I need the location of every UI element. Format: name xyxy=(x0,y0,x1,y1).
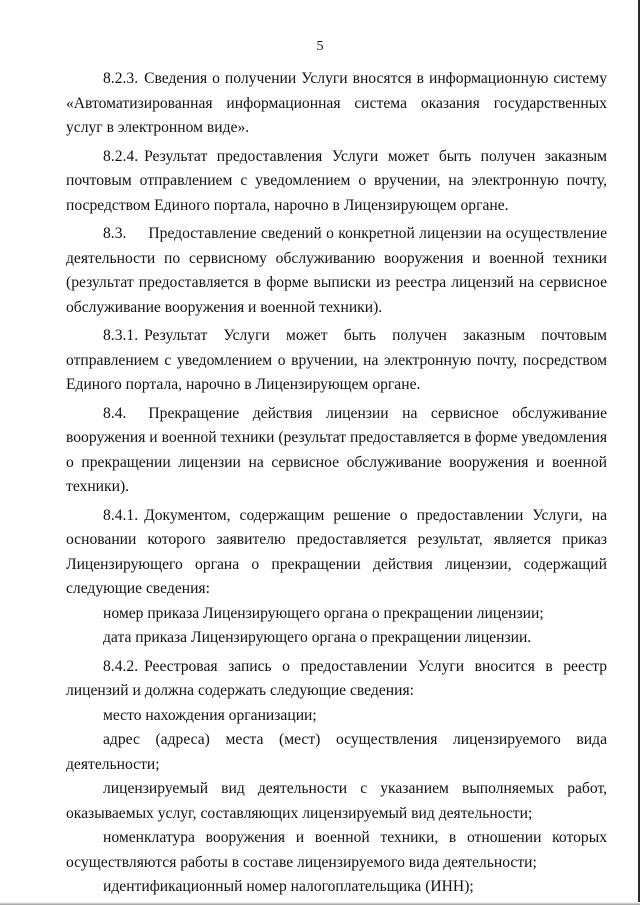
list-item xyxy=(66,626,607,651)
clause-number: 8.4.1. xyxy=(103,506,139,524)
paragraph-text: Сведения о получении Услуги вносятся в информационную систему «Автоматизированная информационная система оказания государственных услуг в электронном виде». xyxy=(66,70,607,136)
list-item-text: номенклатура вооружения и военной техники, в отношении которых осуществляются работы в составе лицензируемого вида деятельности; xyxy=(66,829,607,871)
paragraph-text: Документом, содержащим решение о предоставлении Услуги, на основании которого заявителю предоставляется результат, является приказ Лицензирующего органа о прекращении действия лицензии, содержащий следующие сведения: xyxy=(66,506,607,597)
list-item-text: номер приказа Лицензирующего органа о прекращении лицензии; xyxy=(103,604,544,622)
paragraph-8-3-1 xyxy=(66,324,607,398)
clause-number: 8.2.3. xyxy=(103,70,139,87)
list-item-text: лицензируемый вид деятельности с указанием выполняемых работ, оказываемых услуг, составляющих лицензируемый вид деятельности; xyxy=(66,780,607,822)
paragraph-8-3 xyxy=(66,222,607,320)
paragraph-text: Результат Услуги может быть получен заказным почтовым отправлением с уведомлением о вручении, на электронную почту, посредством Единого портала, нарочно в Лицензирующем органе. xyxy=(66,327,607,393)
list-item-text: идентификационный номер налогоплательщика (ИНН); xyxy=(103,878,474,895)
list-item xyxy=(66,777,607,826)
paragraph-text: Результат предоставления Услуги может быть получен заказным почтовым отправлением с уведомлением о вручении, на электронную почту, посредством Единого портала, нарочно в Лицензирующем органе. xyxy=(66,147,607,214)
paragraph-text: Реестровая запись о предоставлении Услуги вносится в реестр лицензий и должна содержать следующие сведения: xyxy=(66,657,607,699)
clause-number: 8.4. xyxy=(103,404,127,422)
paragraph-8-2-3 xyxy=(66,67,607,141)
list-item xyxy=(66,826,607,875)
list-item xyxy=(66,875,607,900)
paragraph-text: Предоставление сведений о конкретной лицензии на осуществление деятельности по сервисному обслуживанию вооружения и военной техники (результат предоставляется в форме выписки из реестра лицензий на сервисное обслуживание вооружения и военной техники). xyxy=(66,225,607,316)
clause-number: 8.3. xyxy=(103,225,127,242)
paragraph-8-2-4 xyxy=(66,145,607,219)
clause-number: 8.4.2. xyxy=(103,657,139,675)
paragraph-8-4-2 xyxy=(66,655,607,704)
list-item-text: место нахождения организации; xyxy=(103,706,317,724)
paragraph-8-4-1 xyxy=(66,504,607,602)
list-item xyxy=(66,602,607,627)
list-item xyxy=(66,704,607,729)
list-item xyxy=(66,728,607,777)
list-item-text: дата приказа Лицензирующего органа о прекращении лицензии. xyxy=(103,629,532,646)
paragraph-text: Прекращение действия лицензии на сервисное обслуживание вооружения и военной техники (результат предоставляется в форме уведомления о прекращении лицензии на сервисное обслуживание вооружения и военной техники). xyxy=(66,404,607,495)
clause-number: 8.2.4. xyxy=(103,147,139,165)
document-body xyxy=(66,67,607,900)
page-number: 5 xyxy=(316,39,324,54)
clause-number: 8.3.1. xyxy=(103,327,139,344)
paragraph-8-4 xyxy=(66,402,607,500)
list-item-text: адрес (адреса) места (мест) осуществления лицензируемого вида деятельности; xyxy=(66,731,607,773)
